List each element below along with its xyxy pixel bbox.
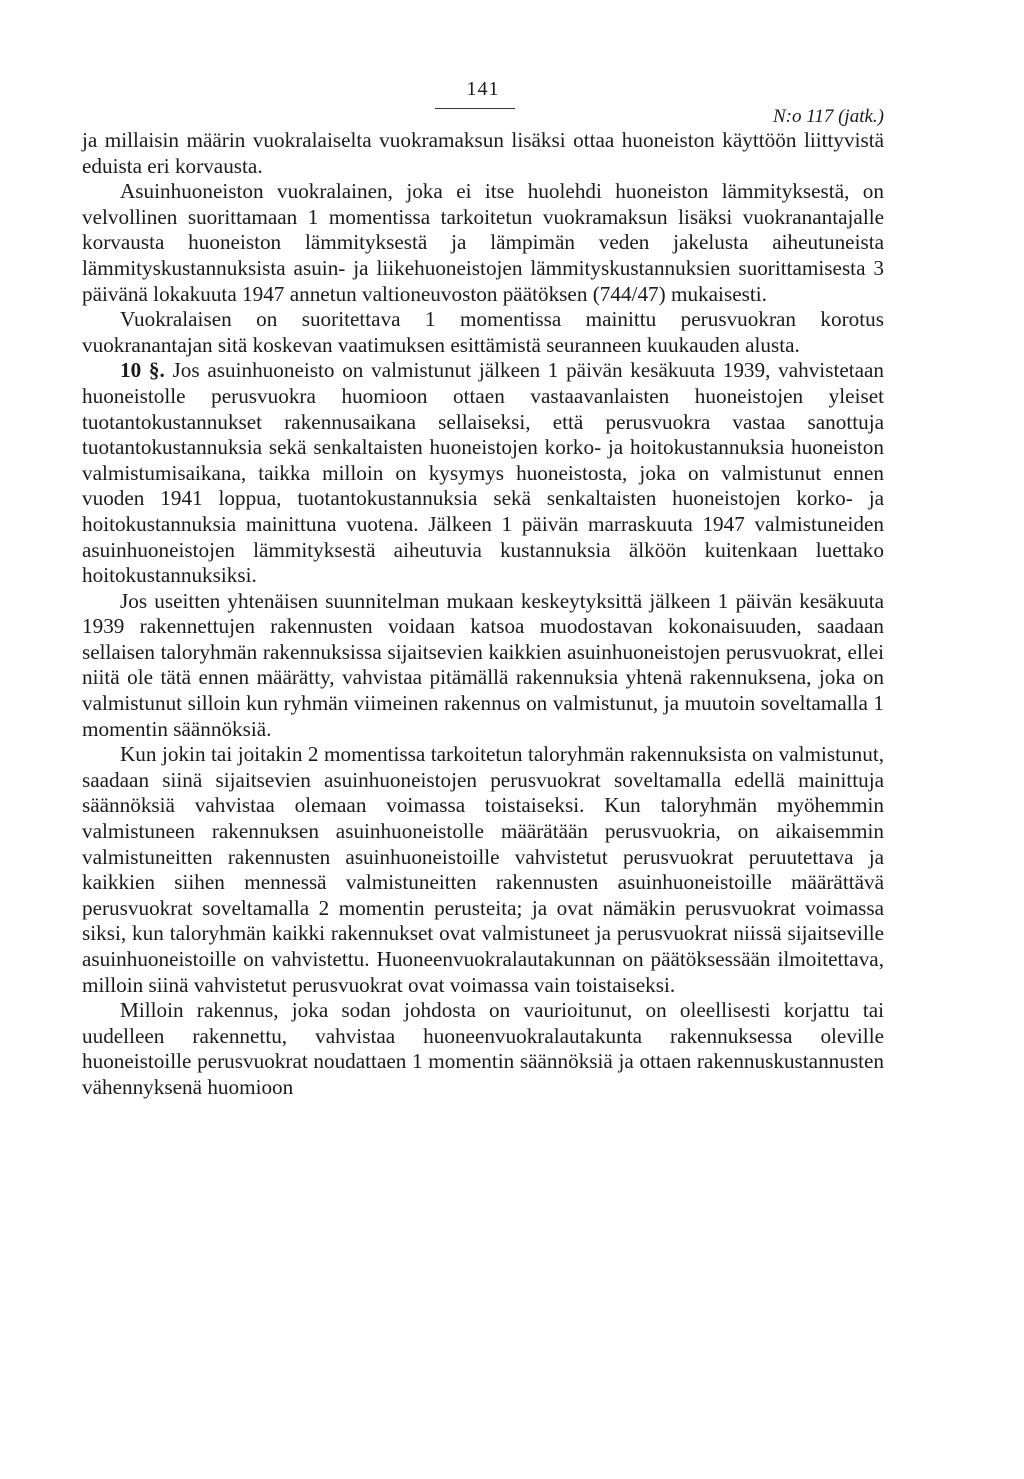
continuation-label: N:o 117 (jatk.) [773, 106, 884, 127]
paragraph: ja millaisin määrin vuokralaiselta vuokramaksun lisäksi ottaa huoneiston käyttöön liittyvistä eduista eri korvausta. [82, 128, 884, 178]
body-text [82, 128, 884, 1101]
paragraph: Kun jokin tai joitakin 2 momentissa tarkoitetun taloryhmän rakennuksista on valmistunut, saadaan siinä sijaitsevien asuinhuoneistojen perusvuokrat soveltamalla edellä mainittuja säännöksiä vahvistaa olemaan voimassa toistaiseksi. Kun taloryhmän myöhemmin valmistuneen rakennuksen asuinhuoneistolle määrätään perusvuokria, on aikaisemmin valmistuneitten rakennusten asuinhuoneistoille vahvistetut perusvuokrat peruutettava ja kaikkien siihen mennessä valmistuneitten rakennusten asuinhuoneistoille määrättävä perusvuokrat soveltamalla 2 momentin perusteita; ja ovat nämäkin perusvuokrat voimassa siksi, kun taloryhmän kaikki rakennukset ovat valmistuneet ja perusvuokrat niissä sijaitseville asuinhuoneistoille on vahvistettu. Huoneenvuokralautakunnan on päätöksessään ilmoitettava, milloin siinä vahvistetut perusvuokrat ovat voimassa vain toistaiseksi. [82, 742, 884, 997]
section-label: 10 §. [120, 358, 165, 383]
section-text: Jos asuinhuoneisto on valmistunut jälkeen 1 päivän kesäkuuta 1939, vahvistetaan huoneistolle perusvuokra huomioon ottaen vastaavanlaisten huoneistojen yleiset tuotantokustannukset rakennusaikana sellaiseksi, että perusvuokra vastaa sanottuja tuotantokustannuksia sekä senkaltaisten huoneistojen korko- ja hoitokustannuksia huoneiston valmistumisaikana, taikka milloin on kysymys huoneistosta, joka on valmistunut ennen vuoden 1941 loppua, tuotantokustannuksia sekä senkaltaisten huoneistojen korko- ja hoitokustannuksia mainittuna vuotena. Jälkeen 1 päivän marraskuuta 1947 valmistuneiden asuinhuoneistojen lämmityksestä aiheutuvia kustannuksia älköön kuitenkaan luettako hoitokustannuksiksi. [82, 358, 885, 588]
paragraph: Jos useitten yhtenäisen suunnitelman mukaan keskeytyksittä jälkeen 1 päivän kesäkuuta 1939 rakennettujen rakennusten voidaan katsoa muodostavan kokonaisuuden, saadaan sellaisen taloryhmän rakennuksissa sijaitsevien kaikkien asuinhuoneistojen perusvuokrat, ellei niitä ole tätä ennen määrätty, vahvistaa pitämällä rakennuksia yhtenä rakennuksena, joka on valmistunut silloin kun ryhmän viimeinen rakennus on valmistunut, ja muutoin soveltamalla 1 momentin säännöksiä. [82, 588, 884, 741]
document-page [82, 78, 884, 1101]
page-number: 141 [466, 78, 500, 100]
paragraph: Asuinhuoneiston vuokralainen, joka ei itse huolehdi huoneiston lämmityksestä, on velvollinen suorittamaan 1 momentissa tarkoitetun vuokramaksun lisäksi vuokranantajalle korvausta huoneiston lämmityksestä ja lämpimän veden jakelusta aiheutuneista lämmityskustannuksista asuin- ja liikehuoneistojen lämmityskustannuksien suorittamisesta 3 päivänä lokakuuta 1947 annetun valtioneuvoston päätöksen (744/47) mukaisesti. [82, 179, 884, 306]
page-number-rule [435, 108, 515, 109]
page-header [82, 78, 884, 128]
paragraph: Vuokralaisen on suoritettava 1 momentissa mainittu perusvuokran korotus vuokranantajan sitä koskevan vaatimuksen esittämistä seuranneen kuukauden alusta. [82, 307, 884, 357]
section-paragraph [82, 358, 884, 588]
paragraph: Milloin rakennus, joka sodan johdosta on vaurioitunut, on oleellisesti korjattu tai uudelleen rakennettu, vahvistaa huoneenvuokralautakunta rakennuksessa oleville huoneistoille perusvuokrat noudattaen 1 momentin säännöksiä ja ottaen rakennuskustannusten vähennyksenä huomioon [82, 998, 884, 1099]
